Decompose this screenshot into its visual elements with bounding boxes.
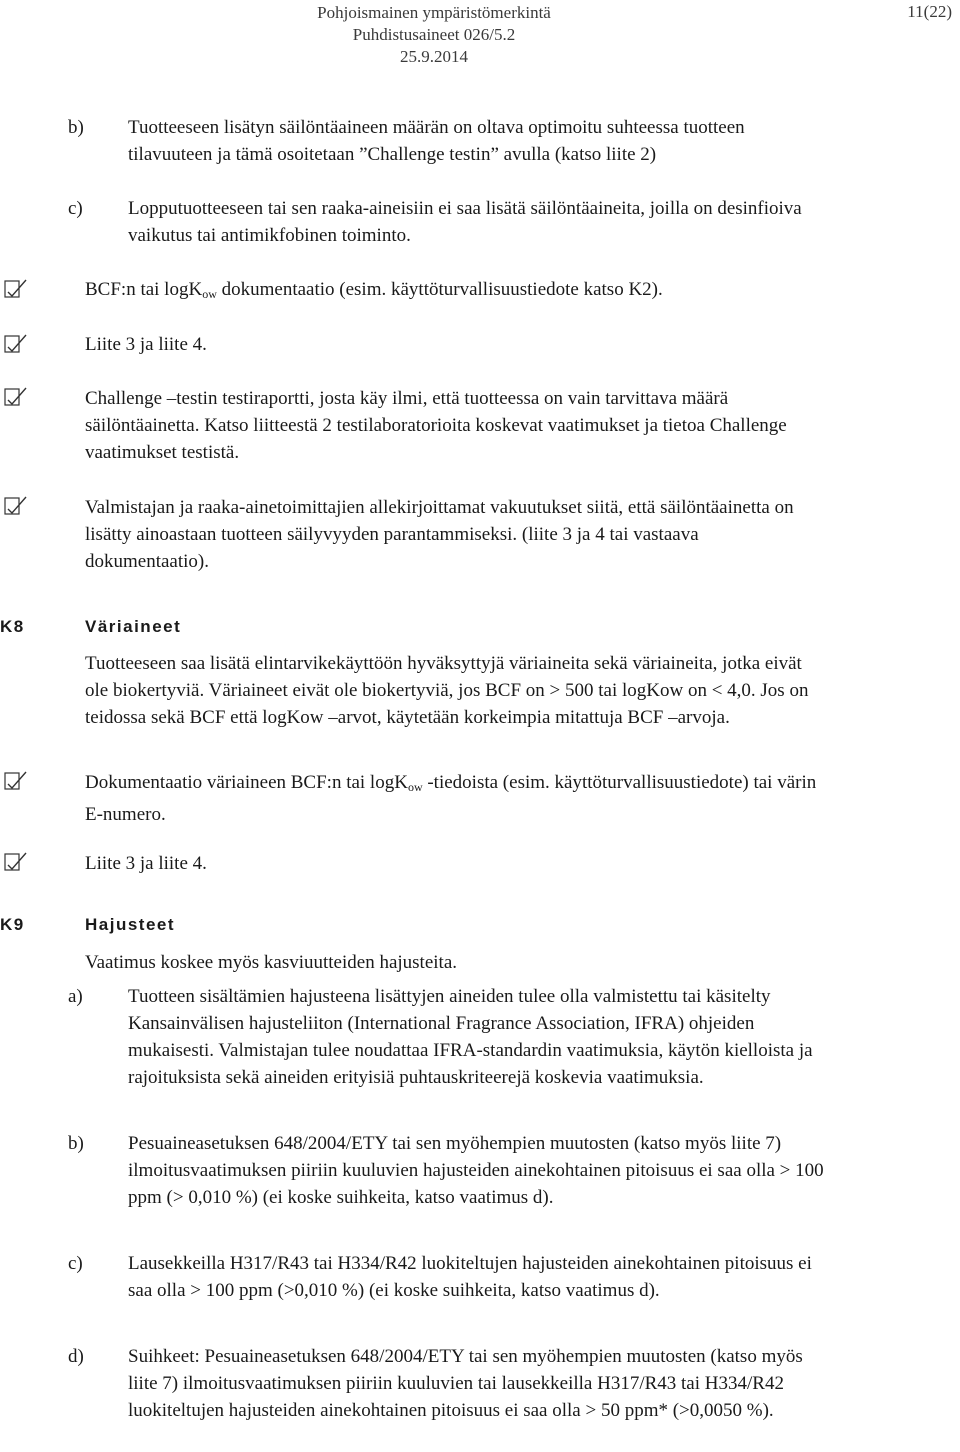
list-label: d) bbox=[68, 1346, 84, 1367]
page-number: 11(22) bbox=[907, 2, 952, 21]
list-text: Suihkeet: Pesuaineasetuksen 648/2004/ETY tai sen myöhempien muutosten (katso myös liite 7) ilmoitusvaatimuksen piiriin kuuluvien tai lausekkeilla H317/R43 tai H334/R42 luokiteltujen hajusteiden ainekohtainen pitoisuus ei saa olla > 50 ppm* (>0,0050 %). bbox=[128, 1346, 803, 1421]
checkbox-icon bbox=[2, 851, 28, 873]
checkbox-icon bbox=[2, 770, 28, 792]
bcf-text-end: dokumentaatio (esim. käyttöturvallisuustiedote katso K2). bbox=[216, 279, 663, 300]
checkbox-icon bbox=[2, 333, 28, 355]
liite-text: Liite 3 ja liite 4. bbox=[85, 334, 207, 355]
section-code: K9 bbox=[0, 915, 25, 934]
list-text: Tuotteeseen lisätyn säilöntäaineen määrän on oltava optimoitu suhteessa tuotteen tilavuuteen ja tämä osoitetaan ”Challenge testin” avulla (katso liite 2) bbox=[128, 117, 745, 165]
page-header bbox=[0, 2, 960, 68]
list-text: Lausekkeilla H317/R43 tai H334/R42 luokiteltujen hajusteiden ainekohtainen pitoisuus ei saa olla > 100 ppm (>0,010 %) (ei koske suihkeita, katso vaatimus d). bbox=[128, 1253, 812, 1301]
k9-item-b bbox=[60, 1130, 830, 1238]
k9-item-c bbox=[60, 1250, 830, 1331]
bcf-text-start: BCF:n tai logK bbox=[85, 279, 203, 300]
header-org: Pohjoismainen ympäristömerkintä bbox=[317, 3, 551, 22]
checkbox-icon bbox=[2, 278, 28, 300]
list-text: Lopputuotteeseen tai sen raaka-aineisiin ei saa lisätä säilöntäaineita, joilla on desinfioiva vaikutus tai antimikfobinen toiminto. bbox=[128, 198, 802, 246]
header-date: 25.9.2014 bbox=[400, 47, 468, 66]
list-label: c) bbox=[68, 198, 83, 219]
bcf-documentation-text bbox=[85, 276, 825, 308]
list-text: Tuotteen sisältämien hajusteena lisättyjen aineiden tulee olla valmistettu tai käsitelty Kansainvälisen hajusteliiton (International Fragrance Association, IFRA) ohjeiden mukaisesti. Valmistajan tulee noudattaa IFRA-standardin vaatimuksia, käytön kielloista ja rajoituksista sekä aineiden erityisiä puhtauskriteerejä koskevia vaatimuksia. bbox=[128, 986, 813, 1088]
header-doc: Puhdistusaineet 026/5.2 bbox=[352, 25, 516, 44]
challenge-report-text: Challenge –testin testiraportti, josta käy ilmi, että tuotteessa on vain tarvittava määrä säilöntäainetta. Katso liitteestä 2 testilaboratorioita koskevat vaatimukset ja tietoa Challenge vaatimukset testistä. bbox=[85, 388, 787, 463]
k9-item-d bbox=[60, 1343, 830, 1451]
k9-intro: Vaatimus koskee myös kasviuutteiden hajusteita. bbox=[85, 952, 458, 973]
list-item-b bbox=[60, 114, 830, 198]
section-k9-heading bbox=[0, 915, 960, 939]
section-title: Väriaineet bbox=[85, 617, 182, 636]
subscript-ow: ow bbox=[202, 287, 217, 301]
checkbox-icon bbox=[2, 386, 28, 408]
list-label: b) bbox=[68, 117, 84, 138]
k8-doc-start: Dokumentaatio väriaineen BCF:n tai logK bbox=[85, 772, 408, 793]
list-label: c) bbox=[68, 1253, 83, 1274]
k8-liite-text: Liite 3 ja liite 4. bbox=[85, 853, 207, 874]
manufacturer-declaration-text: Valmistajan ja raaka-ainetoimittajien allekirjoittamat vakuutukset siitä, että säilöntäainetta on lisätty ainoastaan tuotteen säilyvyyden parantammiseksi. (liite 3 ja 4 tai vastaava dokumentaatio). bbox=[85, 497, 794, 572]
checkbox-icon bbox=[2, 495, 28, 517]
list-text: Pesuaineasetuksen 648/2004/ETY tai sen myöhempien muutosten (katso myös liite 7) ilmoitusvaatimuksen piiriin kuuluvien hajusteiden ainekohtainen pitoisuus ei saa olla > 100 ppm (> 0,010 %) (ei koske suihkeita, katso vaatimus d). bbox=[128, 1133, 824, 1208]
subscript-ow: ow bbox=[407, 780, 423, 794]
k8-documentation-text bbox=[85, 769, 825, 828]
k8-paragraph: Tuotteeseen saa lisätä elintarvikekäyttöön hyväksyttyjä väriaineita sekä väriaineita, jotka eivät ole biokertyviä. Väriaineet eivät ole biokertyviä, jos BCF on > 500 tai logKow on < 4,0. Jos on teidossa sekä BCF että logKow –arvot, käytetään korkeimpia mitattuja BCF –arvoja. bbox=[85, 653, 809, 728]
list-item-c bbox=[60, 195, 830, 251]
k8-doc-end: -tiedoista (esim. käyttöturvallisuustiedote) tai värin E-numero. bbox=[85, 772, 817, 825]
list-label: a) bbox=[68, 986, 83, 1007]
section-code: K8 bbox=[0, 617, 25, 636]
list-label: b) bbox=[68, 1133, 84, 1154]
k9-item-a bbox=[60, 983, 830, 1118]
section-k8-heading bbox=[0, 617, 960, 641]
section-title: Hajusteet bbox=[85, 915, 176, 934]
